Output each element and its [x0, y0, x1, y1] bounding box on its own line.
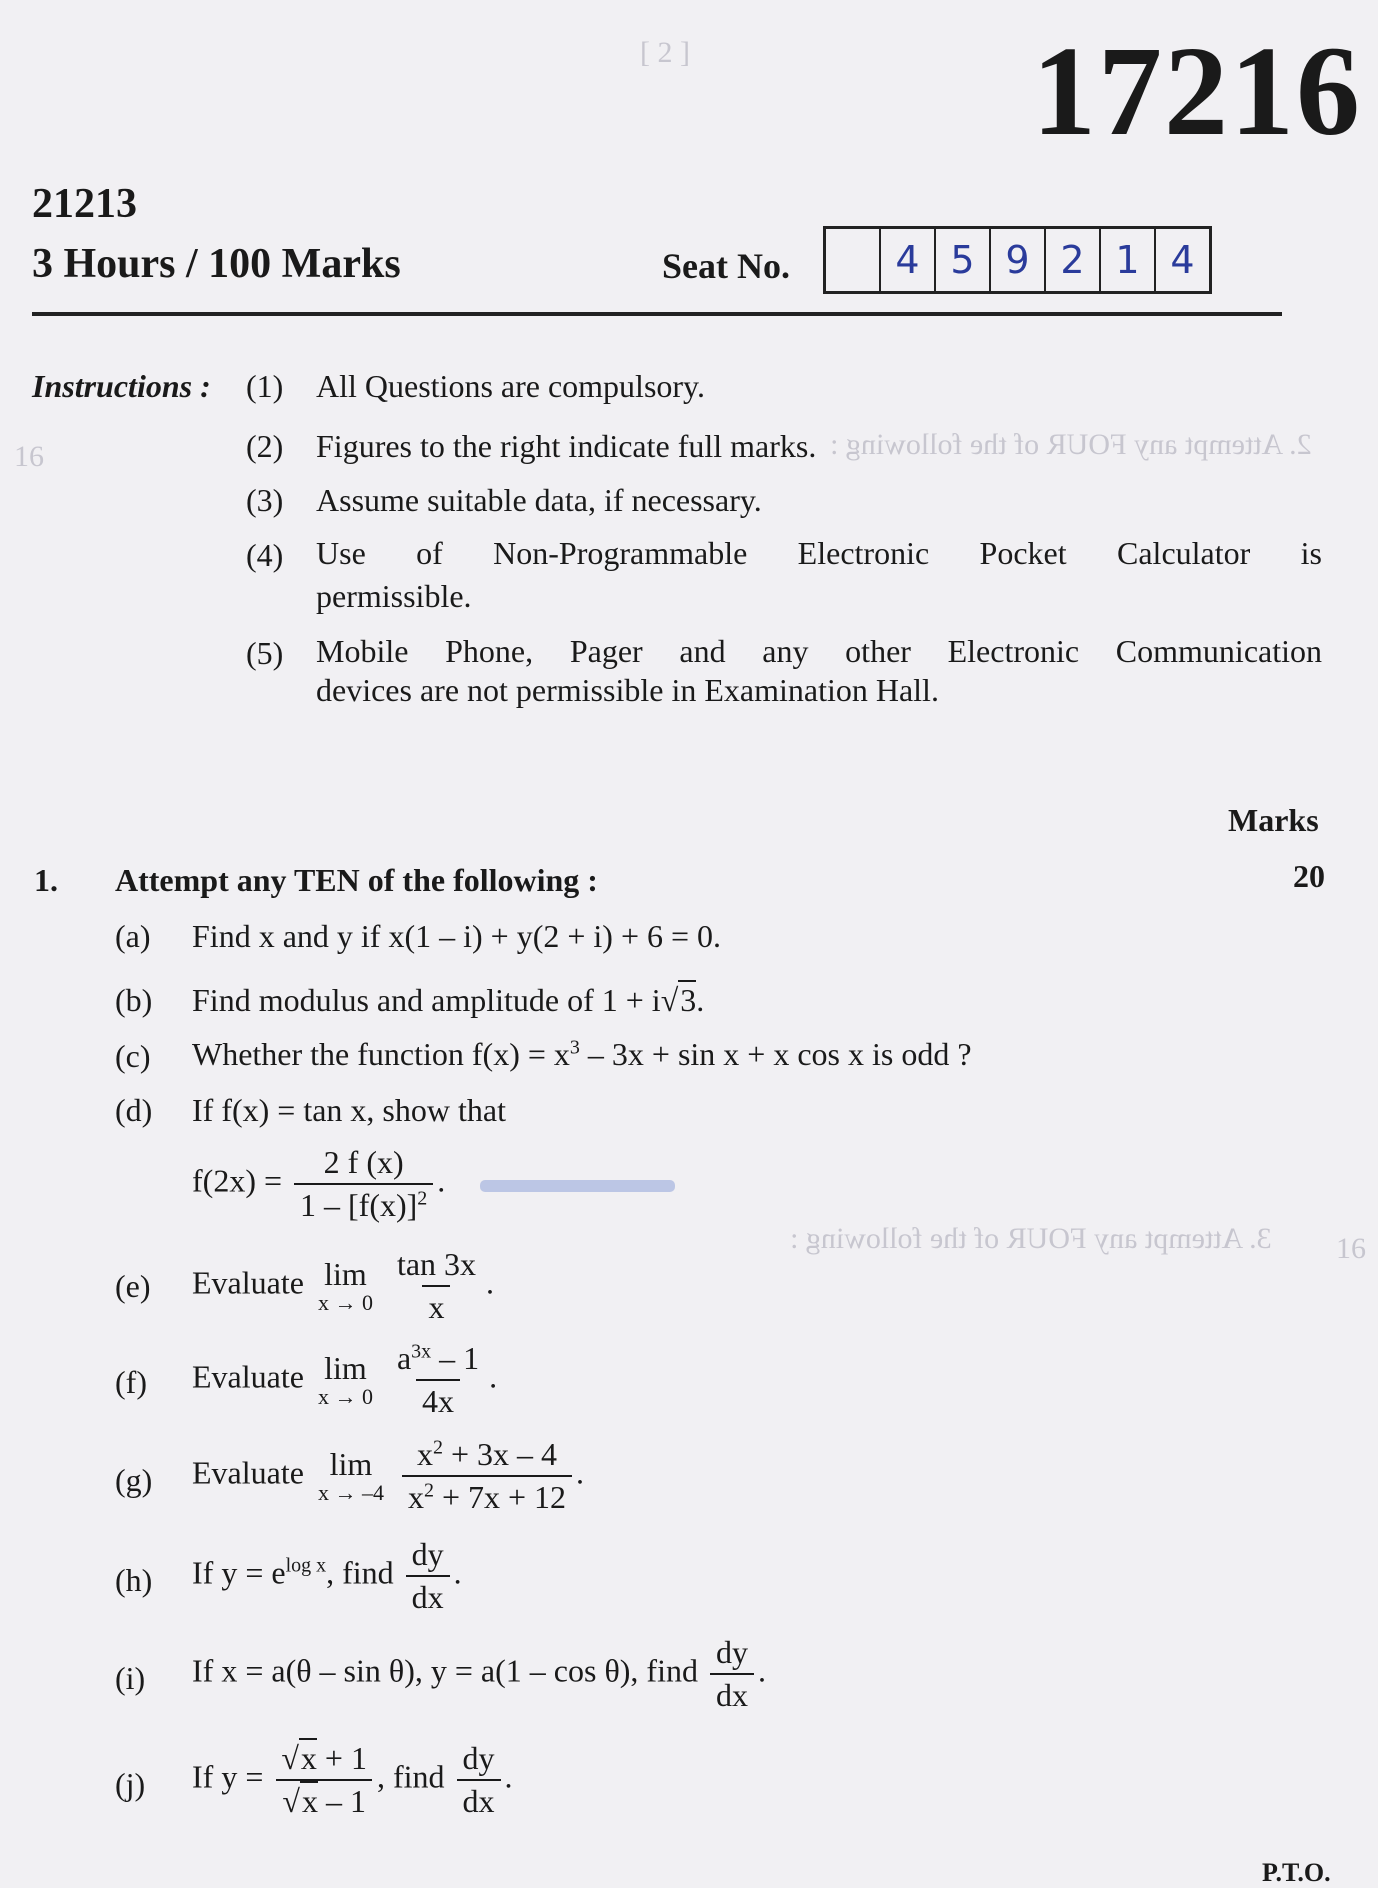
part-label: (c): [115, 1038, 151, 1074]
part-c-sup: 3: [569, 1036, 580, 1059]
den-pre: x: [407, 1479, 424, 1515]
seat-digit-box[interactable]: 2: [1046, 229, 1101, 291]
instruction-text-cont: devices are not permissible in Examination Hall.: [316, 672, 939, 708]
part-b-text: Find modulus and amplitude of 1 + i√3.: [192, 982, 705, 1018]
denominator: [402, 1475, 572, 1516]
instruction-number: (5): [246, 635, 284, 671]
part-label: (g): [115, 1462, 153, 1498]
denominator: x: [422, 1285, 450, 1326]
part-label: (f): [115, 1364, 147, 1400]
seat-digit-box[interactable]: 4: [881, 229, 936, 291]
den-sup: 2: [417, 1187, 428, 1210]
instruction-text: Use of Non-Programmable Electronic Pocket Calculator is: [316, 535, 1322, 571]
part-label: (a): [115, 918, 151, 954]
instruction-text-cont: permissible.: [316, 578, 472, 614]
bleed-marks-16b: 16: [1336, 1232, 1366, 1265]
instruction-text: All Questions are compulsory.: [316, 368, 705, 404]
instruction-text: Figures to the right indicate full marks.: [316, 428, 817, 464]
instruction-number: (2): [246, 428, 284, 464]
part-f-text: [192, 1340, 497, 1420]
num-pre: x: [416, 1436, 433, 1472]
part-e-end: .: [486, 1264, 495, 1301]
part-label: (j): [115, 1766, 146, 1802]
fraction: [275, 1740, 373, 1820]
numerator: 2 f (x): [323, 1144, 404, 1180]
lim-subscript: x → 0: [317, 1384, 373, 1410]
bleed-q2: 2. Attempt any FOUR of the following :: [830, 428, 1312, 461]
part-f-end: .: [489, 1358, 498, 1395]
part-e-text: [192, 1246, 494, 1326]
instruction-number: (3): [246, 482, 284, 518]
denominator: [294, 1183, 433, 1224]
instruction-text: Assume suitable data, if necessary.: [316, 482, 762, 518]
question-number: 1.: [34, 862, 58, 898]
part-label: (e): [115, 1268, 151, 1304]
limit: [317, 1349, 373, 1410]
numerator: √x + 1: [281, 1740, 367, 1776]
num-pre: a: [396, 1340, 412, 1376]
limit: [317, 1445, 384, 1506]
denominator: √x – 1: [276, 1779, 372, 1820]
sqrt-argument: x: [300, 1740, 317, 1776]
sqrt-argument: 3: [680, 982, 697, 1018]
denominator: 4x: [416, 1379, 460, 1420]
numerator: dy: [462, 1740, 495, 1776]
sqrt-argument: x: [301, 1783, 318, 1819]
part-d-equation: [192, 1144, 445, 1224]
numerator: dy: [715, 1634, 748, 1670]
seat-number-boxes[interactable]: [823, 226, 1212, 294]
denominator: dx: [457, 1779, 501, 1820]
evaluate-word: Evaluate: [192, 1264, 304, 1301]
lim-subscript: x → –4: [317, 1480, 384, 1506]
fraction: [391, 1246, 482, 1326]
part-label: (h): [115, 1562, 153, 1598]
part-b-pre: Find modulus and amplitude of 1 + i: [192, 982, 661, 1018]
denominator: dx: [710, 1673, 754, 1714]
lim-text: lim: [329, 1445, 373, 1482]
part-c-post: – 3x + sin x + x cos x is odd ?: [579, 1036, 972, 1072]
den-pre: 1 – [f(x)]: [300, 1187, 418, 1223]
lim-text: lim: [324, 1255, 367, 1292]
part-g-end: .: [576, 1454, 585, 1491]
part-j-pre: If y =: [192, 1758, 264, 1795]
evaluate-word: Evaluate: [192, 1358, 304, 1395]
part-label: (i): [115, 1660, 146, 1696]
question-marks: 20: [1293, 858, 1325, 894]
instruction-number: (1): [246, 368, 284, 404]
den-post: + 7x + 12: [433, 1479, 567, 1515]
numerator: dy: [411, 1536, 444, 1572]
numerator: tan 3x: [396, 1246, 477, 1282]
part-j-end: .: [504, 1758, 513, 1795]
instructions-title: Instructions :: [32, 368, 211, 404]
header-divider: [32, 312, 1282, 316]
part-j-text: [192, 1740, 513, 1820]
part-d-text: If f(x) = tan x, show that: [192, 1092, 506, 1128]
seat-digit-box[interactable]: [826, 229, 881, 291]
fraction: [402, 1436, 572, 1516]
seat-digit-box[interactable]: 4: [1170, 238, 1195, 282]
part-label: (d): [115, 1092, 153, 1128]
num-post: – 1: [431, 1340, 480, 1376]
num-sup: 2: [432, 1436, 443, 1459]
part-h-sup: log x: [285, 1554, 327, 1577]
part-d-lhs: f(2x) =: [192, 1162, 283, 1199]
part-a-text: Find x and y if x(1 – i) + y(2 + i) + 6 = 0.: [192, 918, 722, 954]
part-c-pre: Whether the function f(x) = x: [192, 1036, 570, 1072]
part-b-end: .: [696, 982, 705, 1018]
pto-footer: P.T.O.: [1262, 1858, 1331, 1887]
limit: [317, 1255, 373, 1316]
part-h-pre: If y = e: [192, 1554, 286, 1591]
num-post: + 3x – 4: [442, 1436, 557, 1472]
seat-digit-box[interactable]: 1: [1101, 229, 1156, 291]
paper-code: 17216: [1032, 20, 1362, 162]
bleed-marks-16a: 16: [14, 440, 44, 473]
fraction: [391, 1340, 485, 1420]
part-i-text: [192, 1634, 766, 1714]
seat-digit-box[interactable]: 9: [991, 229, 1046, 291]
part-i-end: .: [757, 1652, 766, 1689]
part-h-text: [192, 1536, 462, 1616]
fraction: [406, 1536, 450, 1616]
part-i-body: If x = a(θ – sin θ), y = a(1 – cos θ), find: [192, 1652, 698, 1689]
part-c-text: [192, 1036, 972, 1073]
numerator: [391, 1340, 485, 1379]
seat-label: Seat No.: [662, 246, 790, 286]
subject-code: 21213: [32, 181, 137, 227]
part-d-end: .: [437, 1162, 446, 1199]
den-sup: 2: [423, 1479, 434, 1502]
num-sup: 3x: [411, 1340, 432, 1363]
numerator: [411, 1436, 563, 1475]
question-heading: Attempt any TEN of the following :: [115, 862, 598, 898]
bleed-q3: 3. Attempt any FOUR of the following :: [790, 1222, 1272, 1255]
lim-text: lim: [324, 1349, 367, 1386]
lim-subscript: x → 0: [317, 1290, 373, 1316]
fraction: [457, 1740, 501, 1820]
denominator: dx: [406, 1575, 450, 1616]
num-post: + 1: [316, 1740, 367, 1776]
part-h-mid: , find: [326, 1554, 394, 1591]
den-post: – 1: [317, 1783, 366, 1819]
duration-marks: 3 Hours / 100 Marks: [32, 241, 401, 287]
instruction-text: Mobile Phone, Pager and any other Electronic Communication: [316, 633, 1322, 669]
part-j-mid: , find: [376, 1758, 445, 1795]
marks-column-header: Marks: [1228, 802, 1319, 838]
pen-highlight-mark: [480, 1180, 675, 1192]
bleed-page-mark: [ 2 ]: [640, 36, 690, 69]
part-g-text: [192, 1436, 584, 1516]
evaluate-word: Evaluate: [192, 1454, 304, 1491]
instruction-number: (4): [246, 537, 284, 573]
part-label: (b): [115, 982, 153, 1018]
fraction: [294, 1144, 433, 1224]
part-h-end: .: [453, 1554, 462, 1591]
seat-digit-box[interactable]: 5: [936, 229, 991, 291]
fraction: [710, 1634, 754, 1714]
